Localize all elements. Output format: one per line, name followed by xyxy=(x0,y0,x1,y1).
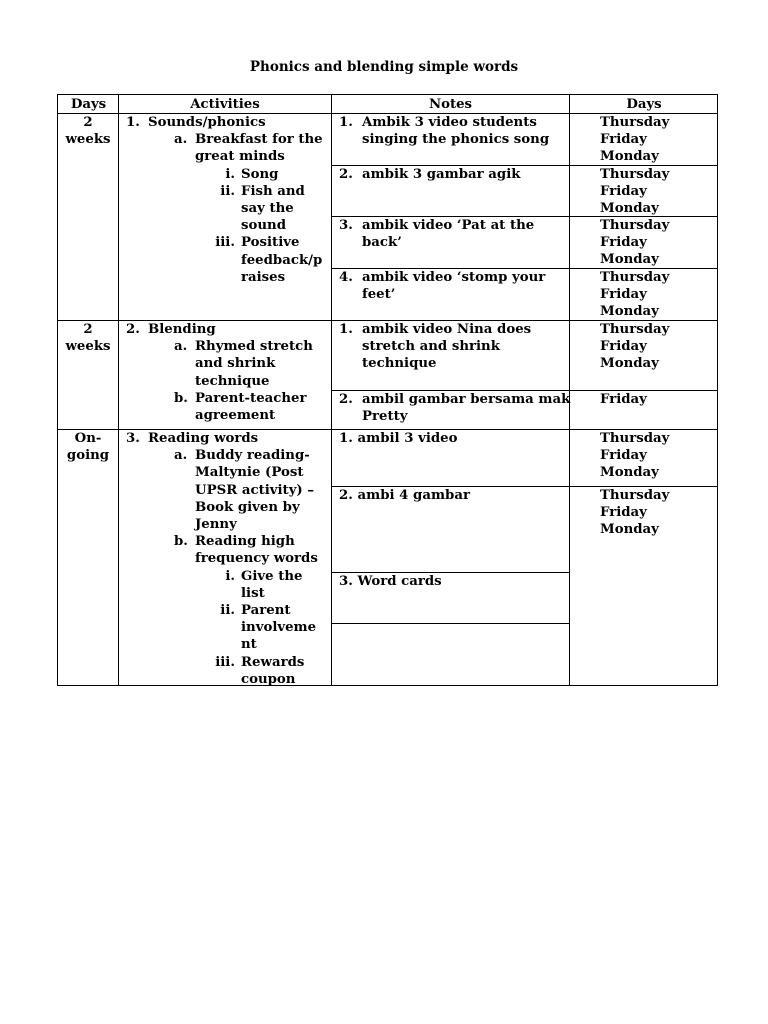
schedule-days xyxy=(600,321,669,373)
list-marker: 3. xyxy=(126,431,140,446)
schedule-day: Friday xyxy=(600,392,647,407)
header-activities: Activities xyxy=(190,97,260,112)
schedule-day: Thursday xyxy=(600,115,670,130)
note-line: singing the phonics song xyxy=(362,132,550,148)
list-marker: b. xyxy=(174,534,188,550)
schedule-days xyxy=(600,269,669,321)
schedule-day: Friday xyxy=(600,505,647,521)
schedule-days xyxy=(600,217,669,269)
list-marker: ii. xyxy=(220,603,235,618)
activity-item: coupon xyxy=(241,671,296,687)
header-days-schedule: Days xyxy=(626,97,662,112)
list-marker: i. xyxy=(225,166,235,182)
schedule-day: Friday xyxy=(600,235,647,251)
schedule-day: Thursday xyxy=(600,488,670,503)
list-marker: a. xyxy=(174,132,188,148)
activity-item: agreement xyxy=(195,408,276,423)
activity-item: frequency words xyxy=(195,551,318,567)
activity-item: and shrink xyxy=(195,356,276,372)
activity-item: Buddy reading- xyxy=(195,448,310,464)
schedule-day: Monday xyxy=(600,252,659,268)
list-marker: a. xyxy=(174,448,188,464)
activity-item: Maltynie (Post xyxy=(195,465,304,481)
duration-line: 2 xyxy=(83,322,93,337)
activity-item: Reading high xyxy=(195,534,295,550)
schedule-day: Monday xyxy=(600,149,659,165)
note-line: feet’ xyxy=(362,287,396,303)
activity-item: raises xyxy=(241,269,286,285)
note-line: Pretty xyxy=(362,409,408,425)
activities-cell xyxy=(119,321,331,429)
schedule-day: Thursday xyxy=(600,218,670,233)
activity-item: Rewards xyxy=(241,654,305,670)
duration-line: 2 xyxy=(83,115,93,130)
header-days: Days xyxy=(70,97,107,112)
note-item xyxy=(339,430,458,447)
note-item xyxy=(339,573,442,590)
duration-cell xyxy=(58,114,118,148)
activity-item: sound xyxy=(241,218,286,234)
duration-line: weeks xyxy=(65,339,111,355)
duration-cell xyxy=(58,430,118,464)
list-marker: a. xyxy=(174,339,188,355)
list-marker: iii. xyxy=(215,235,235,251)
activity-item: Give the xyxy=(241,568,303,584)
schedule-days xyxy=(600,166,669,218)
list-marker: 1. xyxy=(339,115,353,130)
note-line: ambik video ‘stomp your xyxy=(362,270,546,285)
schedule-days xyxy=(600,430,669,482)
list-marker: ii. xyxy=(220,183,235,199)
activity-item: involveme xyxy=(241,620,317,636)
schedule-day: Monday xyxy=(600,356,659,372)
list-marker: 3. xyxy=(339,218,353,233)
note-line: Ambik 3 video students xyxy=(362,115,537,130)
activity-item: Parent xyxy=(241,603,291,618)
list-marker: 4. xyxy=(339,270,353,285)
schedule-day: Monday xyxy=(600,522,659,538)
schedule-day: Monday xyxy=(600,465,659,481)
list-marker: 2. xyxy=(339,392,353,407)
note-line: ambil gambar bersama mak xyxy=(362,392,571,407)
activity-item: Rhymed stretch xyxy=(195,339,313,355)
note-line: ambik video ‘Pat at the xyxy=(362,218,535,233)
duration-line: On- xyxy=(74,431,102,446)
activity-item: Breakfast for the xyxy=(195,132,323,148)
note-line: ambik 3 gambar agik xyxy=(362,167,521,182)
note-item xyxy=(339,487,470,504)
schedule-day: Friday xyxy=(600,287,647,303)
activity-item: great minds xyxy=(195,149,285,165)
duration-line: weeks xyxy=(65,132,111,148)
list-marker: iii. xyxy=(215,654,235,670)
activity-item: Parent-teacher xyxy=(195,390,307,406)
list-marker: 2. xyxy=(126,322,140,337)
duration-cell xyxy=(58,321,118,355)
duration-line: going xyxy=(66,448,110,464)
schedule-day: Friday xyxy=(600,448,647,464)
list-marker: 1. xyxy=(126,115,140,130)
activity-item: nt xyxy=(241,637,257,653)
activity-item: Sounds/phonics xyxy=(148,115,266,130)
activities-cell xyxy=(119,114,331,319)
row-divider xyxy=(331,623,569,624)
activity-item: Song xyxy=(241,166,279,182)
schedule-days xyxy=(600,487,669,539)
schedule-day: Friday xyxy=(600,184,647,200)
note-line: back’ xyxy=(362,235,402,251)
activity-table xyxy=(57,94,718,686)
list-marker: 2. xyxy=(339,167,353,182)
note-line: 1. ambil 3 video xyxy=(339,431,458,446)
activity-item: Reading words xyxy=(148,431,259,446)
list-marker: 1. xyxy=(339,322,353,337)
activities-cell xyxy=(119,430,331,686)
activity-item: feedback/p xyxy=(241,252,323,268)
schedule-day: Thursday xyxy=(600,431,670,446)
list-marker: i. xyxy=(225,568,235,584)
activity-item: technique xyxy=(195,373,270,389)
schedule-day: Thursday xyxy=(600,322,670,337)
activity-item: Jenny xyxy=(195,517,237,532)
note-line: ambik video Nina does xyxy=(362,322,532,337)
activity-item: say the xyxy=(241,201,294,216)
note-line: 2. ambi 4 gambar xyxy=(339,488,470,503)
note-line: technique xyxy=(362,356,437,372)
activity-item: Positive xyxy=(241,235,300,251)
schedule-day: Monday xyxy=(600,304,659,320)
activity-item: list xyxy=(241,585,265,601)
activity-item: UPSR activity) – xyxy=(195,482,314,498)
schedule-days xyxy=(600,391,647,408)
schedule-day: Thursday xyxy=(600,270,670,285)
schedule-days xyxy=(600,114,669,166)
note-line: stretch and shrink xyxy=(362,339,500,355)
document-title: Phonics and blending simple words xyxy=(249,59,519,75)
activity-item: Book given by xyxy=(195,499,300,515)
activity-item: Fish and xyxy=(241,183,305,199)
schedule-day: Friday xyxy=(600,132,647,148)
activity-item: Blending xyxy=(148,322,216,337)
note-line: 3. Word cards xyxy=(339,574,442,589)
schedule-day: Monday xyxy=(600,201,659,217)
schedule-day: Friday xyxy=(600,339,647,355)
schedule-day: Thursday xyxy=(600,167,670,182)
header-notes: Notes xyxy=(428,97,473,112)
list-marker: b. xyxy=(174,390,188,406)
